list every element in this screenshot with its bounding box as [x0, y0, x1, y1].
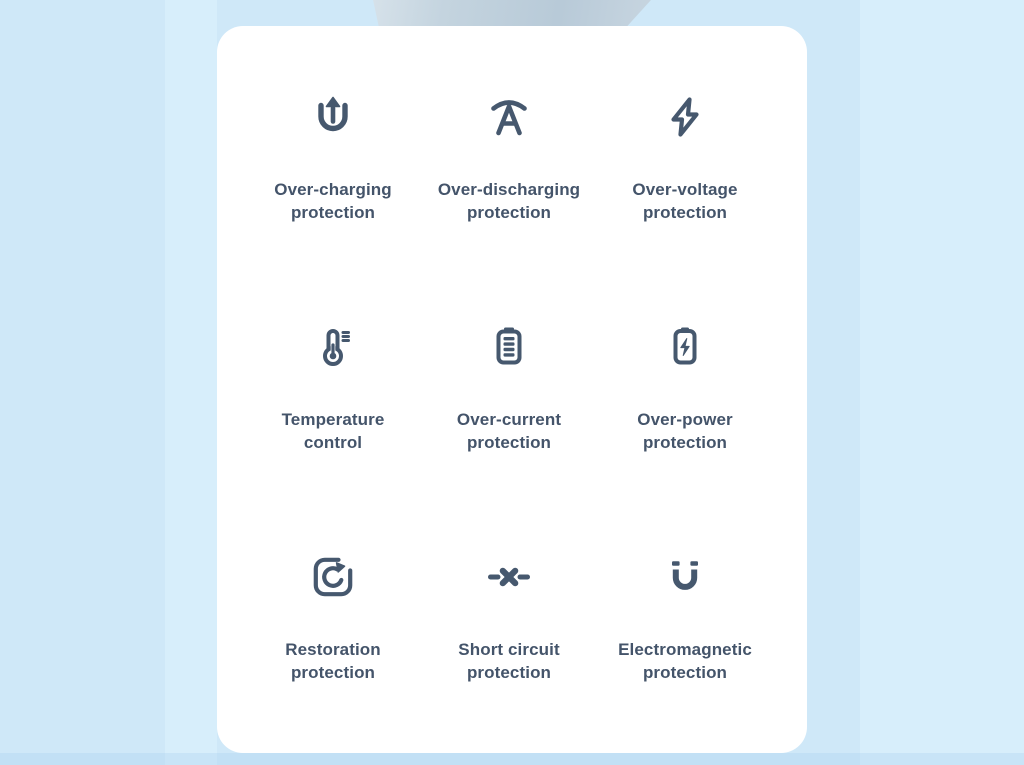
- feature-label-line1: Temperature: [281, 410, 385, 429]
- feature-label-line2: control: [303, 433, 363, 452]
- feature-label-line2: protection: [642, 433, 728, 452]
- magnet-icon: [661, 553, 709, 601]
- feature-label-line2: protection: [466, 663, 552, 682]
- product-photo-edge: [363, 0, 651, 27]
- discharge-arc-a-icon: [485, 93, 533, 141]
- feature-label-line1: Over-charging: [274, 180, 392, 199]
- feature-label-line2: protection: [642, 663, 728, 682]
- feature-label: [618, 638, 752, 684]
- feature-label: [282, 408, 385, 454]
- feature-label: [632, 178, 737, 224]
- features-card: [217, 26, 807, 753]
- feature-label: [438, 178, 580, 224]
- feature-label: [637, 408, 732, 454]
- feature-item: [245, 93, 421, 323]
- feature-label-line1: Over-power: [637, 410, 733, 429]
- feature-label-line1: Electromagnetic: [618, 640, 752, 659]
- charging-arrow-icon: [309, 93, 357, 141]
- feature-item: [245, 553, 421, 765]
- feature-label-line2: protection: [642, 203, 728, 222]
- feature-label: [274, 178, 392, 224]
- restore-arrow-icon: [309, 553, 357, 601]
- feature-item: [245, 323, 421, 553]
- feature-label-line2: protection: [290, 203, 376, 222]
- feature-label-line1: Over-voltage: [632, 180, 738, 199]
- feature-item: [421, 323, 597, 553]
- feature-label-line1: Over-current: [456, 410, 562, 429]
- feature-item: [421, 93, 597, 323]
- feature-label-line1: Restoration: [285, 640, 381, 659]
- feature-label: [285, 638, 381, 684]
- feature-label-line2: protection: [466, 203, 552, 222]
- feature-item: [597, 93, 773, 323]
- lightning-bolt-icon: [661, 93, 709, 141]
- feature-label-line2: protection: [466, 433, 552, 452]
- feature-label: [457, 408, 561, 454]
- feature-item: [597, 553, 773, 765]
- feature-item: [421, 553, 597, 765]
- feature-label-line1: Over-discharging: [437, 180, 581, 199]
- broken-wire-x-icon: [485, 553, 533, 601]
- feature-label-line2: protection: [290, 663, 376, 682]
- battery-bolt-icon: [661, 323, 709, 371]
- thermometer-icon: [309, 323, 357, 371]
- battery-full-icon: [485, 323, 533, 371]
- feature-label: [458, 638, 559, 684]
- feature-item: [597, 323, 773, 553]
- feature-label-line1: Short circuit: [458, 640, 560, 659]
